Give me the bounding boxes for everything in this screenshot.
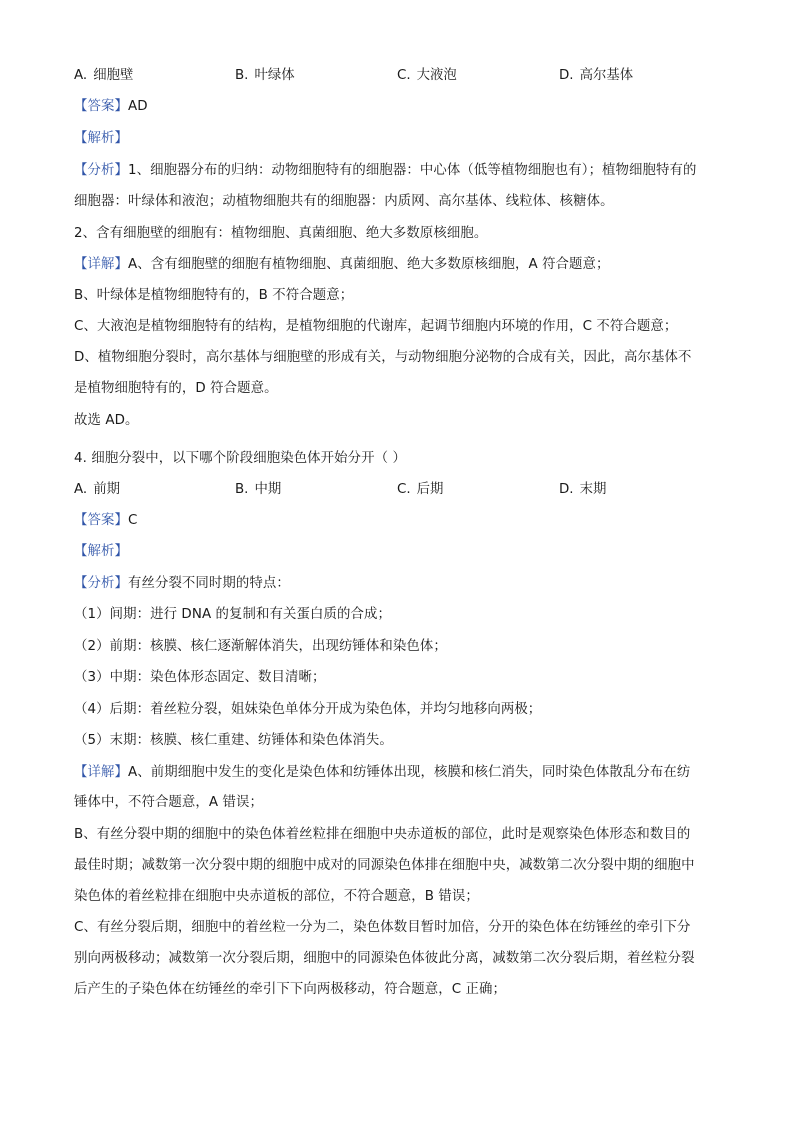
q3-fenxi-line-3: 2、含有细胞壁的细胞有：植物细胞、真菌细胞、绝大多数原核细胞。 (74, 226, 488, 241)
option-letter: A. (74, 68, 88, 83)
q4-stage-4: （4）后期：着丝粒分裂，姐妹染色单体分开成为染色体，并均匀地移向两极； (74, 702, 542, 717)
q4-fenxi-head (74, 574, 290, 594)
option-text: 前期 (93, 482, 120, 497)
q3-answer (74, 97, 148, 117)
q4-detail-b-2: 最佳时期；减数第一次分裂中期的细胞中成对的同源染色体排在细胞中央，减数第二次分裂中期的细胞中 (74, 858, 695, 873)
q3-option-b (235, 66, 295, 86)
q3-detail-d-2: 是植物细胞特有的，D 符合题意。 (74, 381, 278, 396)
q4-stage-5: （5）末期：核膜、核仁重建、纺锤体和染色体消失。 (74, 733, 393, 748)
q3-analysis-heading (74, 129, 128, 149)
q4-option-d (559, 480, 606, 500)
option-text: 大液泡 (416, 68, 457, 83)
xiangjie-tag: 【详解】 (74, 765, 128, 780)
q4-detail-b-1: B、有丝分裂中期的细胞中的染色体着丝粒排在细胞中央赤道板的部位，此时是观察染色体形态和数目的 (74, 827, 691, 842)
q4-stage-2: （2）前期：核膜、核仁逐渐解体消失，出现纺锤体和染色体； (74, 639, 447, 654)
fenxi-tag: 【分析】 (74, 163, 128, 178)
fenxi-tag: 【分析】 (74, 576, 128, 591)
option-text: 中期 (254, 482, 282, 497)
q3-detail-d-1: D、植物细胞分裂时，高尔基体与细胞壁的形成有关，与动物细胞分泌物的合成有关，因此，高尔基体不 (74, 350, 692, 365)
option-text: 末期 (579, 482, 607, 497)
answer-tag: 【答案】 (74, 513, 128, 528)
analysis-tag: 【解析】 (74, 131, 128, 146)
detail-text: A、含有细胞壁的细胞有植物细胞、真菌细胞、绝大多数原核细胞，A 符合题意； (127, 257, 610, 272)
option-text: 叶绿体 (254, 68, 295, 83)
q4-detail-a-2: 锤体中，不符合题意，A 错误； (74, 795, 263, 810)
q3-option-a (74, 66, 133, 86)
q3-detail-c: C、大液泡是植物细胞特有的结构，是植物细胞的代谢库，起调节细胞内环境的作用，C 不符合题意； (74, 319, 678, 334)
q4-detail-c-2: 别向两极移动；减数第一次分裂后期，细胞中的同源染色体彼此分离，减数第二次分裂后期，着丝粒分裂 (74, 951, 695, 966)
q3-fenxi-line-1 (74, 161, 697, 181)
q3-detail-a (74, 255, 610, 275)
q4-detail-a-1 (74, 763, 690, 783)
q4-detail-c-1: C、有丝分裂后期，细胞中的着丝粒一分为二，染色体数目暂时加倍，分开的染色体在纺锤丝的牵引下分 (74, 920, 691, 935)
q4-option-b (235, 480, 281, 500)
q4-analysis-heading (74, 542, 128, 562)
answer-value: C (127, 513, 138, 528)
q4-detail-b-3: 染色体的着丝粒排在细胞中央赤道板的部位，不符合题意，B 错误； (74, 889, 479, 904)
fenxi-text: 1、细胞器分布的归纳：动物细胞特有的细胞器：中心体（低等植物细胞也有）；植物细胞特有的 (127, 163, 697, 178)
option-letter: B. (235, 482, 249, 497)
option-letter: C. (397, 68, 411, 83)
fenxi-text: 有丝分裂不同时期的特点： (127, 576, 290, 591)
option-letter: C. (397, 482, 411, 497)
option-letter: A. (74, 482, 88, 497)
option-letter: D. (559, 482, 574, 497)
q4-option-a (74, 480, 120, 500)
analysis-tag: 【解析】 (74, 544, 128, 559)
detail-text: A、前期细胞中发生的变化是染色体和纺锤体出现，核膜和核仁消失，同时染色体散乱分布在纺 (127, 765, 691, 780)
answer-tag: 【答案】 (74, 99, 128, 114)
q3-option-c (397, 66, 457, 86)
q4-detail-c-3: 后产生的子染色体在纺锤丝的牵引下下向两极移动，符合题意，C 正确； (74, 982, 507, 997)
answer-value: AD (127, 99, 148, 114)
q3-detail-b: B、叶绿体是植物细胞特有的，B 不符合题意； (74, 288, 354, 303)
q4-stage-3: （3）中期：染色体形态固定、数目清晰； (74, 670, 326, 685)
q3-option-d (559, 66, 633, 86)
option-letter: B. (235, 68, 249, 83)
q4-stage-1: （1）间期：进行 DNA 的复制和有关蛋白质的合成； (74, 607, 391, 622)
q4-option-c (397, 480, 443, 500)
q4-answer (74, 511, 137, 531)
q3-conclusion: 故选 AD。 (74, 413, 139, 428)
option-text: 高尔基体 (579, 68, 634, 83)
q3-fenxi-line-2: 细胞器：叶绿体和液泡；动植物细胞共有的细胞器：内质网、高尔基体、线粒体、核糖体。 (74, 194, 614, 209)
option-text: 后期 (416, 482, 444, 497)
q4-question: 4. 细胞分裂中，以下哪个阶段细胞染色体开始分开（ ） (74, 451, 406, 466)
option-text: 细胞壁 (93, 68, 134, 83)
xiangjie-tag: 【详解】 (74, 257, 128, 272)
option-letter: D. (559, 68, 574, 83)
